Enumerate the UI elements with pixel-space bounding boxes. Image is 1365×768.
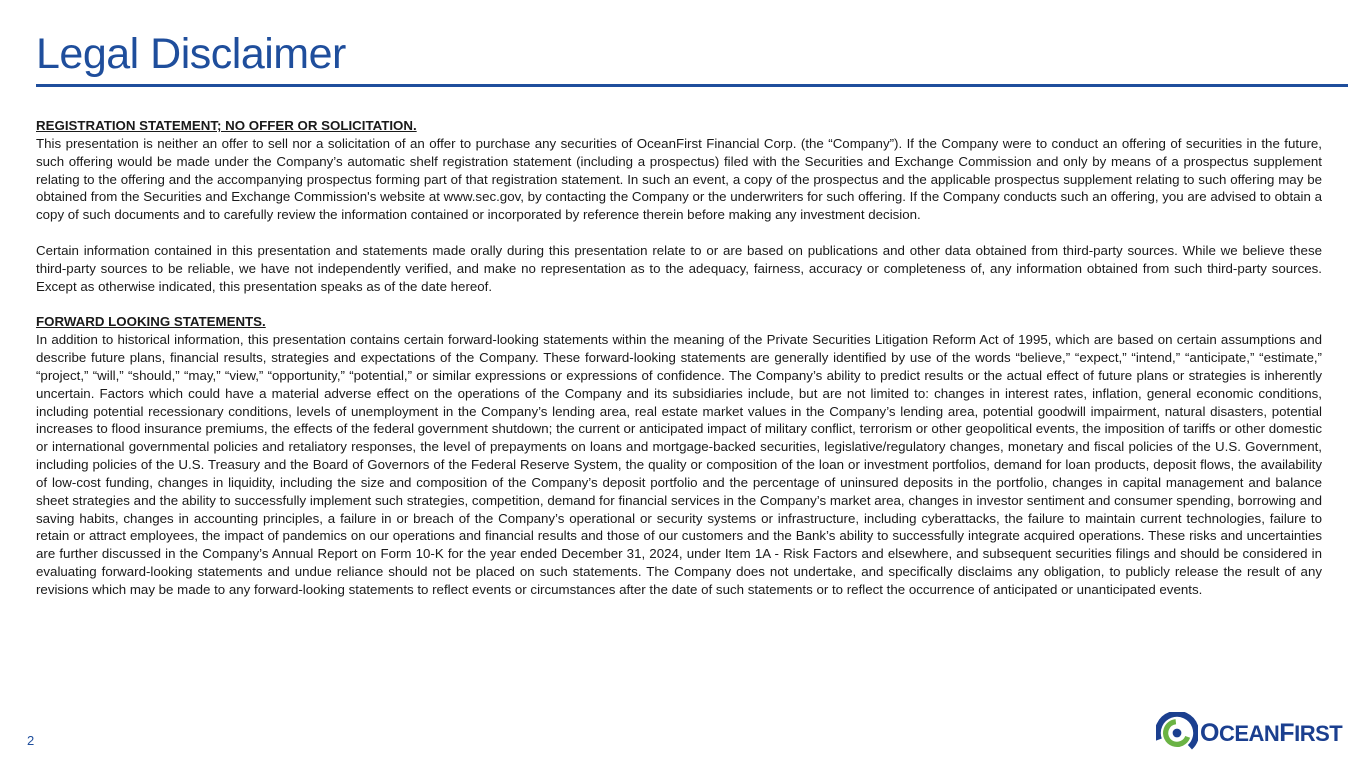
oceanfirst-swirl-icon: [1156, 712, 1198, 754]
forward-looking-heading: FORWARD LOOKING STATEMENTS.: [36, 314, 266, 330]
logo-text-cean: CEAN: [1218, 720, 1280, 746]
third-party-paragraph: Certain information contained in this presentation and statements made orally during this presentation relate to or are based on publications and other data obtained from third-party sources. While we believe these third-party sources to be reliable, we have not independently verified, and make no representation as to the adequacy, fairness, accuracy or completeness of, any information obtained from such third-party sources. Except as otherwise indicated, this presentation speaks as of the date hereof.: [36, 242, 1322, 294]
registration-paragraph: This presentation is neither an offer to sell nor a solicitation of an offer to purchase any securities of OceanFirst Financial Corp. (the “Company”). If the Company were to conduct an offering of securities in the future, such offering would be made under the Company’s automatic shelf registration statement (including a prospectus) filed with the Securities and Exchange Commission and only by means of a prospectus supplement relating to the offering and the accompanying prospectus forming part of that registration statement. In such an event, a copy of the prospectus and the applicable prospectus supplement relating to such offering may be obtained from the Securities and Exchange Commission's website at www.sec.gov, by contacting the Company or the underwriters for such offering. If the Company conducts such an offering, you are advised to obtain a copy of such documents and to carefully review the information contained or incorporated by reference therein before making any investment decision.: [36, 135, 1322, 223]
logo-letter-f: F: [1279, 718, 1295, 747]
oceanfirst-logo: [1156, 711, 1342, 755]
logo-core: [1173, 729, 1182, 738]
slide-title: Legal Disclaimer: [36, 30, 346, 78]
forward-looking-paragraph: In addition to historical information, this presentation contains certain forward-looking statements within the meaning of the Private Securities Litigation Reform Act of 1995, which are based on certain assumptions and describe future plans, financial results, strategies and expectations of the Company. These forward-looking statements are generally identified by use of the words “believe,” “expect,” “intend,” “anticipate,” “estimate,” “project,” “will,” “should,” “may,” “view,” “opportunity,” “potential,” or similar expressions or expressions of confidence. The Company’s ability to predict results or the actual effect of future plans or strategies is inherently uncertain. Factors which could have a material adverse effect on the operations of the Company and its subsidiaries include, but are not limited to: changes in interest rates, inflation, general economic conditions, including potential recessionary conditions, levels of unemployment in the Company’s lending area, real estate market values in the Company’s lending area, potential goodwill impairment, natural disasters, potential increases to flood insurance premiums, the effects of the federal government shutdown; the current or anticipated impact of military conflict, terrorism or other geopolitical events, the imposition of tariffs or other domestic or international governmental policies and retaliatory responses, the level of prepayments on loans and mortgage-backed securities, legislative/regulatory changes, monetary and fiscal policies of the U.S. Government, including policies of the U.S. Treasury and the Board of Governors of the Federal Reserve System, the quality or composition of the loan or investment portfolios, demand for loan products, deposit flows, the availability of low-cost funding, changes in liquidity, including the size and composition of the Company’s deposit portfolio and the percentage of uninsured deposits in the portfolio, changes in capital management and balance sheet strategies and the ability to successfully implement such strategies, competition, demand for financial services in the Company’s market area, changes in investor sentiment and consumer spending, borrowing and saving habits, changes in accounting principles, a failure in or breach of the Company’s operational or security systems or infrastructure, including cyberattacks, the failure to maintain current technologies, failure to retain or attract employees, the impact of pandemics on our operations and financial results and those of our customers and the Bank’s ability to successfully integrate acquired operations. These risks and uncertainties are further discussed in the Company’s Annual Report on Form 10-K for the year ended December 31, 2024, under Item 1A - Risk Factors and elsewhere, and subsequent securities filings and should be considered in evaluating forward-looking statements and undue reliance should not be placed on such statements. The Company does not undertake, and specifically disclaims any obligation, to publicly release the result of any revisions which may be made to any forward-looking statements to reflect events or circumstances after the date of such statements or to reflect the occurrence of anticipated or unanticipated events.: [36, 332, 1322, 597]
logo-letter-o: O: [1200, 718, 1219, 747]
paragraph-gap: [36, 295, 1322, 313]
title-rule: [36, 84, 1348, 87]
registration-heading: REGISTRATION STATEMENT; NO OFFER OR SOLICITATION.: [36, 118, 417, 133]
logo-wordmark: [1200, 718, 1343, 747]
disclaimer-body: [36, 117, 1322, 599]
paragraph-gap: [36, 224, 1322, 242]
logo-text-irst: IRST: [1294, 720, 1343, 746]
page-number: 2: [27, 733, 35, 748]
